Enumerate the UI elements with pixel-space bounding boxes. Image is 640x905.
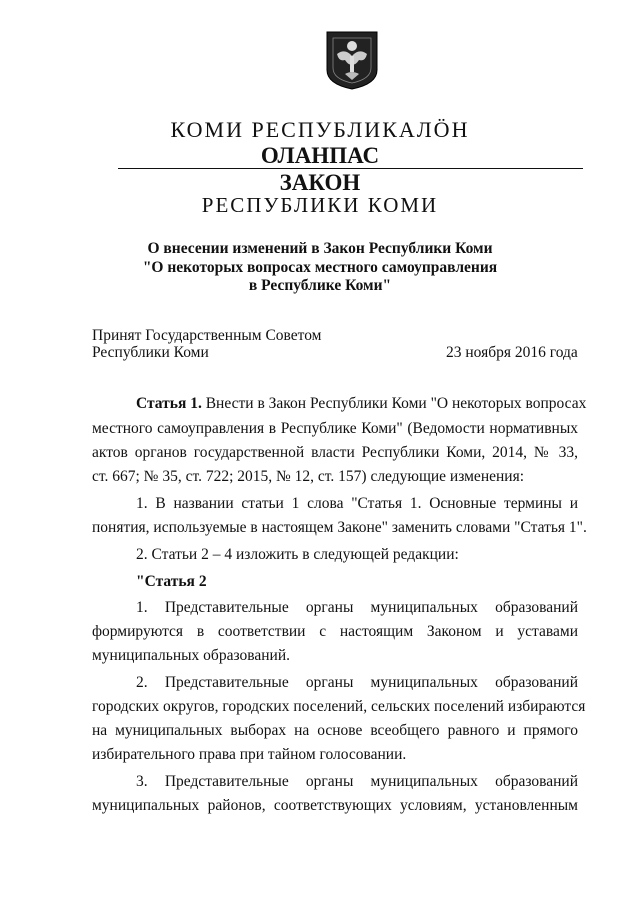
adopted-by-line: Принят Государственным Советом bbox=[92, 327, 322, 344]
body-line: актов органов государственной власти Республики Коми, 2014, № 33, bbox=[92, 444, 578, 461]
body-line: избирательного права при тайном голосовании. bbox=[92, 746, 407, 763]
document-title-line: в Республике Коми" bbox=[248, 277, 392, 294]
body-text: Внести в Закон Республики Коми "О некоторых вопросах bbox=[201, 395, 587, 412]
republic-name-komi: КОМИ РЕСПУБЛИКАЛÖН bbox=[170, 117, 470, 142]
body-line: местного самоуправления в Республике Коми" (Ведомости нормативных bbox=[92, 420, 578, 437]
republic-name: РЕСПУБЛИКИ КОМИ bbox=[201, 193, 439, 217]
body-line: муниципальных районов, соответствующих условиям, установленным bbox=[92, 797, 578, 814]
body-line: городских округов, городских поселений, сельских поселений избираются bbox=[92, 698, 586, 715]
body-line: на муниципальных выборах на основе всеобщего равного и прямого bbox=[92, 722, 578, 739]
adopted-by-line: Республики Коми bbox=[92, 344, 209, 361]
body-line: понятия, используемые в настоящем Законе" заменить словами "Статья 1". bbox=[92, 519, 587, 536]
body-line: 2. Статьи 2 – 4 изложить в следующей редакции: bbox=[136, 546, 459, 563]
body-line: 2. Представительные органы муниципальных образований bbox=[136, 674, 578, 691]
header-divider bbox=[118, 168, 583, 169]
law-title: ЗАКОН bbox=[279, 170, 361, 195]
article-label: Статья 1. bbox=[136, 395, 202, 412]
document-title-line: О внесении изменений в Закон Республики Коми bbox=[147, 240, 493, 257]
coat-of-arms-emblem bbox=[325, 30, 379, 90]
article-1-first-line bbox=[136, 395, 587, 413]
body-line: ст. 667; № 35, ст. 722; 2015, № 12, ст. 157) следующие изменения: bbox=[92, 468, 525, 485]
body-line: муниципальных образований. bbox=[92, 647, 290, 664]
adoption-date: 23 ноября 2016 года bbox=[446, 344, 578, 361]
body-line: 3. Представительные органы муниципальных образований bbox=[136, 773, 578, 790]
document-title-line: "О некоторых вопросах местного самоуправления bbox=[142, 259, 498, 276]
body-line: 1. В названии статьи 1 слова "Статья 1. Основные термины и bbox=[136, 495, 578, 512]
law-title-komi: ОЛАНПАС bbox=[260, 143, 380, 168]
body-line: 1. Представительные органы муниципальных образований bbox=[136, 599, 578, 616]
article-2-heading: "Статья 2 bbox=[136, 573, 207, 590]
body-line: формируются в соответствии с настоящим Законом и уставами bbox=[92, 623, 578, 640]
